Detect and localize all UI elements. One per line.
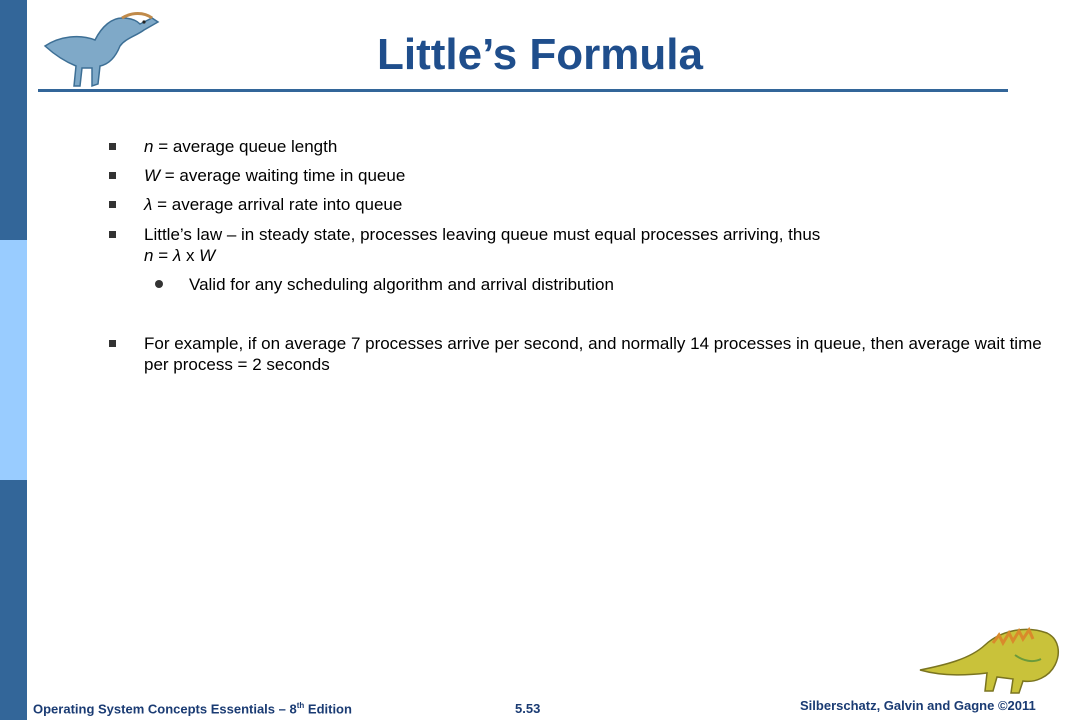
bullet-text: Little’s law – in steady state, processes leaving queue must equal processes arriving, thus	[144, 225, 821, 244]
title-underline	[38, 89, 1008, 92]
sidebar-middle-band	[0, 240, 27, 480]
footer-superscript: th	[296, 701, 305, 710]
formula	[144, 245, 1064, 266]
variable-lambda: λ	[144, 195, 153, 214]
footer-authors: Silberschatz, Galvin and Gagne ©2011	[800, 698, 1036, 713]
variable-w: W	[199, 246, 216, 265]
bullet-text: = average waiting time in queue	[160, 166, 406, 185]
variable-w: W	[144, 166, 161, 185]
footer-book-title	[33, 701, 352, 716]
variable-n: n	[144, 246, 154, 265]
sub-bullet-marker	[155, 280, 163, 288]
bullet-marker	[109, 172, 116, 179]
variable-lambda: λ	[172, 246, 182, 265]
times-sign: x	[181, 246, 200, 265]
bullet-marker	[109, 201, 116, 208]
footer-book-title-text: Operating System Concepts Essentials – 8	[33, 701, 297, 717]
bullet-text: = average arrival rate into queue	[152, 195, 403, 214]
variable-n: n	[144, 137, 154, 156]
bullet-arrival-rate	[144, 194, 1064, 215]
footer-edition-text: Edition	[304, 701, 352, 717]
dinosaur-logo-bottom	[915, 615, 1065, 695]
bullet-marker	[109, 340, 116, 347]
bullet-text: = average queue length	[153, 137, 338, 156]
bullet-marker	[109, 143, 116, 150]
sidebar-bottom-band	[0, 480, 27, 720]
sub-bullet-valid-for-any: Valid for any scheduling algorithm and arrival distribution	[189, 275, 614, 294]
equals-sign: =	[153, 246, 173, 265]
bullet-waiting-time	[144, 165, 1064, 186]
bullet-marker	[109, 231, 116, 238]
bullet-example: For example, if on average 7 processes arrive per second, and normally 14 processes in queue, then average wait time per process = 2 seconds	[144, 334, 1042, 374]
bullet-littles-law	[144, 224, 1064, 266]
sidebar-top-band	[0, 0, 27, 240]
slide-title: Little’s Formula	[377, 30, 703, 79]
bullet-queue-length	[144, 136, 1064, 157]
footer-page-number: 5.53	[515, 701, 541, 716]
